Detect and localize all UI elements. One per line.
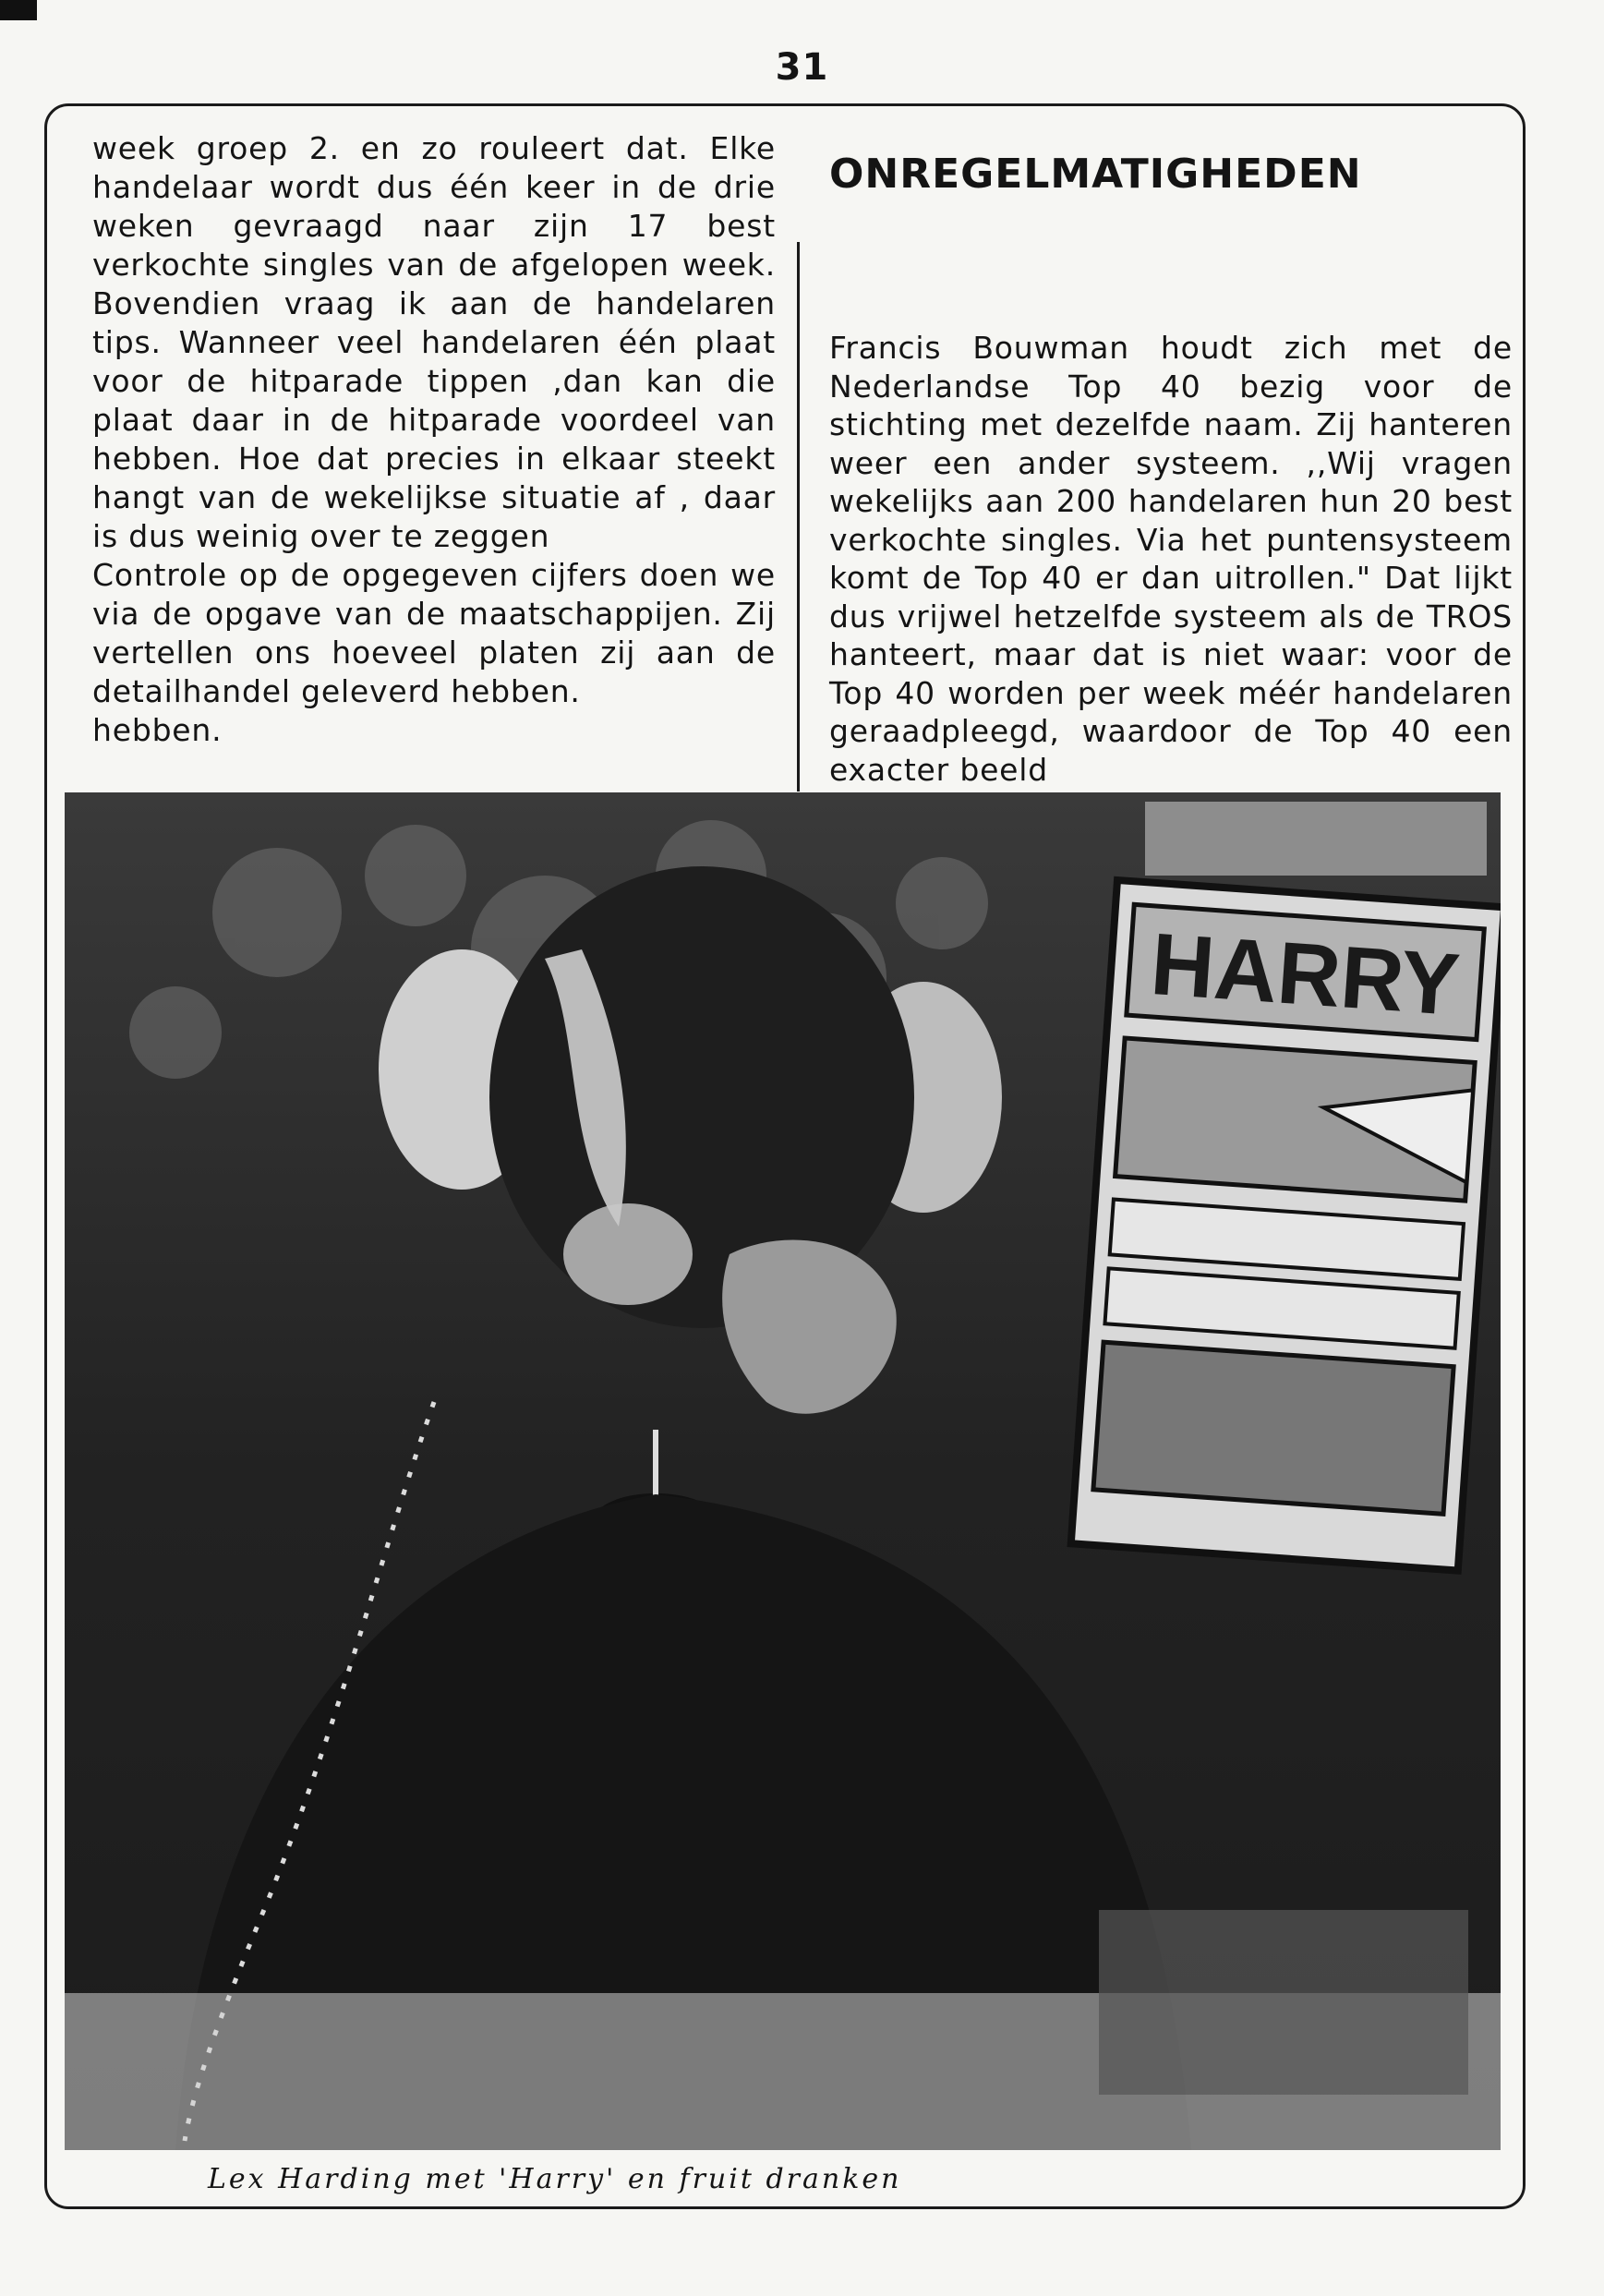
harry-sign-text: HARRY [1147, 914, 1463, 1034]
page-number: 31 [775, 46, 829, 89]
left-paragraph-2: Controle op de opgegeven cijfers doen we via de opgave van de maatschappijen. Zij vertellen ons hoeveel platen zij aan de detailhandel geleverd hebben. [92, 557, 776, 709]
harry-sign [1071, 880, 1501, 1571]
column-divider [797, 242, 800, 792]
scan-corner-mark [0, 0, 37, 20]
section-heading: ONREGELMATIGHEDEN [829, 151, 1362, 198]
photo-caption: Lex Harding met 'Harry' en fruit dranken [208, 2163, 902, 2195]
left-column [92, 129, 776, 750]
right-paragraph: Francis Bouwman houdt zich met de Nederlandse Top 40 bezig voor de stichting met dezelfde naam. Zij hanteren weer een ander systeem. ,,Wij vragen wekelijks aan 200 handelaren hun 20 best verkochte singles. Via het puntensysteem komt de Top 40 er dan uitrollen." Dat lijkt dus vrijwel hetzelfde systeem als de TROS hanteert, maar dat is niet waar: voor de Top 40 worden per week méér handelaren geraadpleegd, waardoor de Top 40 een exacter beeld [829, 330, 1513, 788]
left-paragraph-3: hebben. [92, 712, 223, 748]
photo-lex-harding [65, 792, 1501, 2150]
left-paragraph-1: week groep 2. en zo rouleert dat. Elke handelaar wordt dus één keer in de drie weken gevraagd naar zijn 17 best verkochte singles van de afgelopen week. Bovendien vraag ik aan de handelaren tips. Wanneer veel handelaren één plaat voor de hitparade tippen ,dan kan die plaat daar in de hitparade voordeel van hebben. Hoe dat precies in elkaar steekt hangt van de wekelijkse situatie af , daar is dus weinig over te zeggen [92, 130, 776, 554]
right-column [829, 150, 1513, 789]
top-banner [1145, 802, 1487, 876]
glasses [563, 1203, 693, 1305]
equipment [1099, 1910, 1468, 2095]
